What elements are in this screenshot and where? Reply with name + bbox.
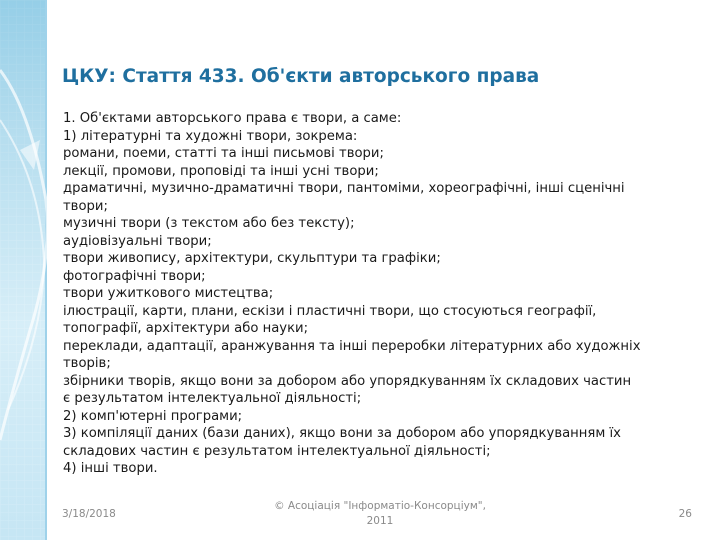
footer-date: 3/18/2018 [62,508,116,520]
slide-title: ЦКУ: Стаття 433. Об'єкти авторського права [62,66,540,87]
footer-page-number: 26 [678,508,692,520]
body-line: 1. Об'єктами авторського права є твори, а саме: [63,111,402,126]
body-line: музичні твори (з текстом або без тексту); [63,216,355,231]
body-line: є результатом інтелектуальної діяльності; [63,391,362,406]
body-line: топографії, архітектури або науки; [63,321,309,336]
body-line: драматичні, музично-драматичні твори, пантоміми, хореографічні, інші сценічні [63,181,625,196]
body-line: 2) комп'ютерні програми; [63,408,243,424]
body-line: романи, поеми, статті та інші письмові твори; [63,146,384,161]
body-line: твори живопису, архітектури, скульптури та графіки; [63,251,441,266]
side-band-decoration [0,0,60,540]
body-line: складових частин є результатом інтелектуальної діяльності; [63,443,491,459]
body-line: аудіовізуальні твори; [63,233,212,249]
body-line: лекції, промови, проповіді та інші усні твори; [63,163,379,179]
body-line: 1) літературні та художні твори, зокрема: [63,128,358,144]
body-line: 3) компіляції даних (бази даних), якщо вони за добором або упорядкуванням їх [63,426,621,441]
article-body [63,110,703,478]
body-line: 4) інші твори. [63,461,158,476]
body-line: фотографічні твори; [63,268,206,284]
body-line: творів; [63,356,111,371]
footer-copyright [270,499,490,529]
body-line: твори; [63,198,108,214]
body-line: збірники творів, якщо вони за добором або упорядкуванням їх складових частин [63,373,632,389]
body-line: ілюстрації, карти, плани, ескізи і пластичні твори, що стосуються географії, [63,303,597,319]
footer-copyright-year: 2011 [366,515,394,527]
footer-copyright-line: © Асоціація "Інформатіо-Консорціум", [274,500,486,512]
body-line: твори ужиткового мистецтва; [63,286,274,301]
body-line: переклади, адаптації, аранжування та інші переробки літературних або художніх [63,338,641,354]
